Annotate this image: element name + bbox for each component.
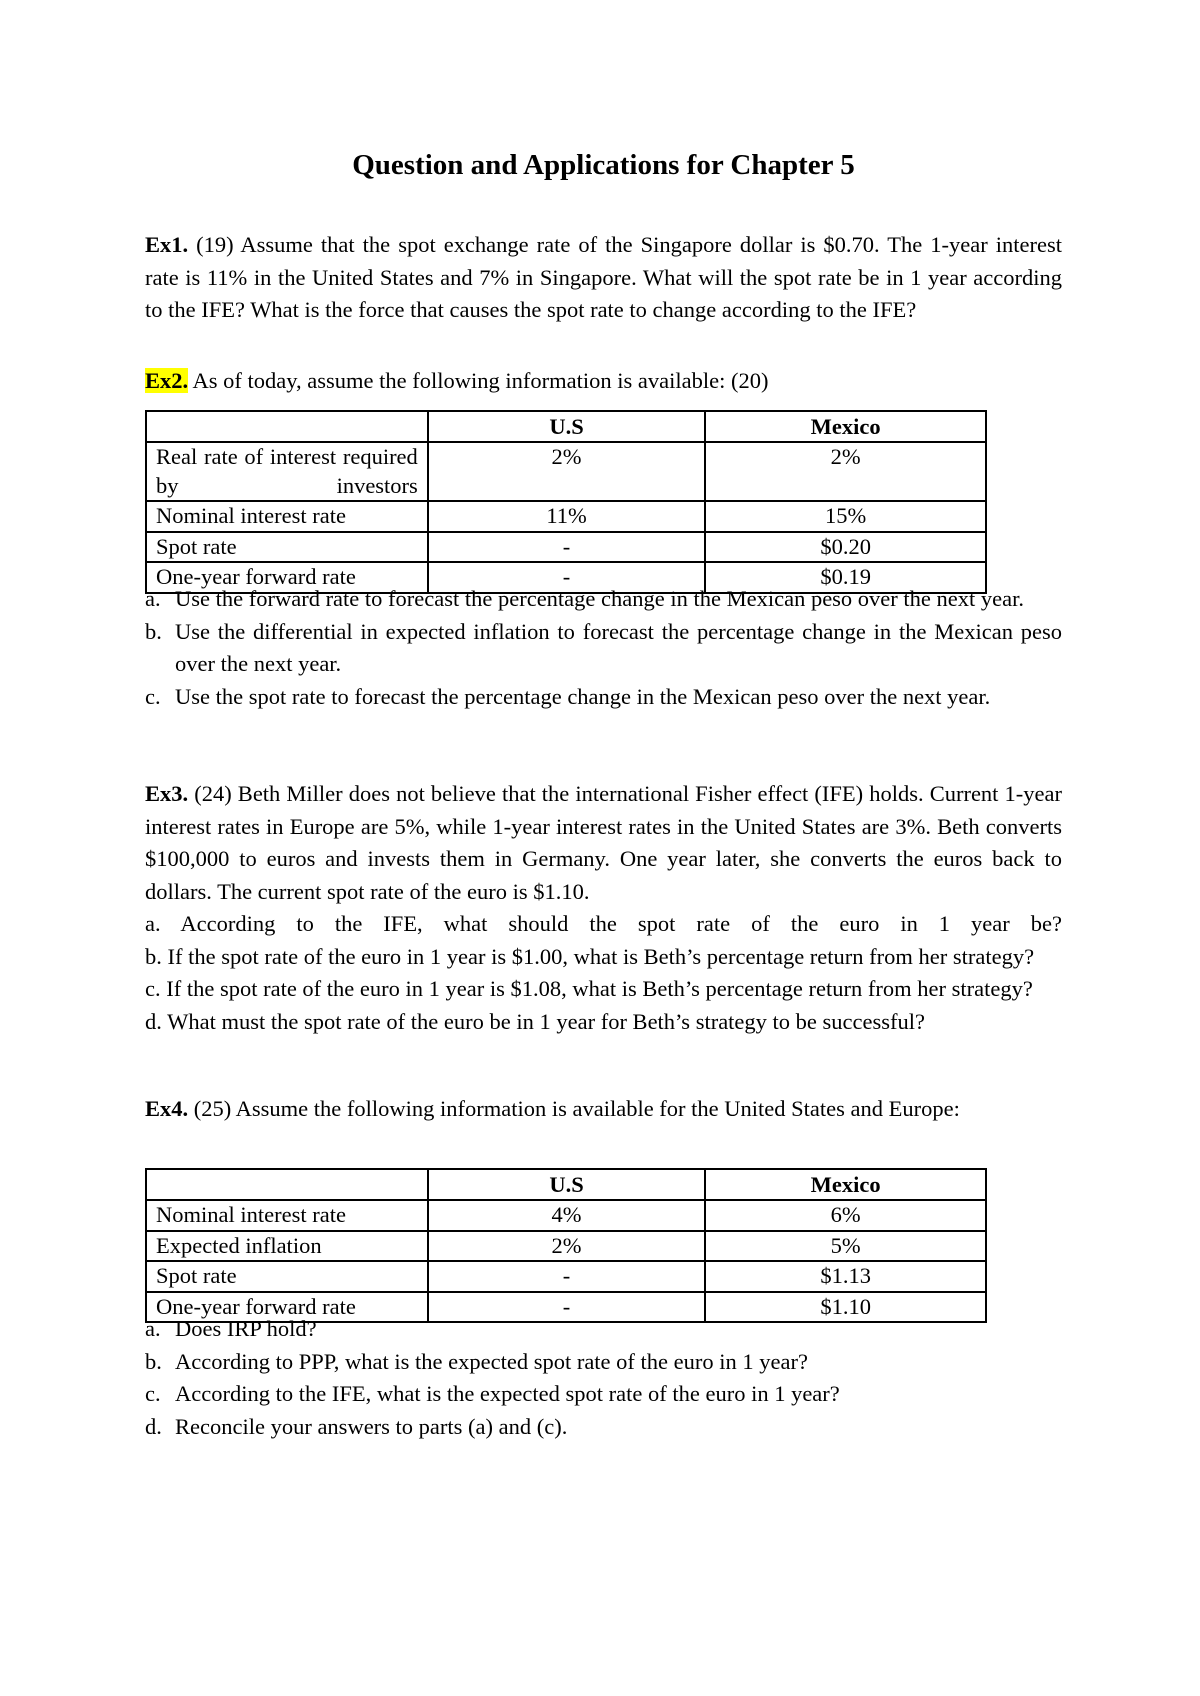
item-text: Reconcile your answers to parts (a) and (c). <box>175 1413 568 1439</box>
page-title: Question and Applications for Chapter 5 <box>352 149 855 181</box>
table-header-cell: U.S <box>428 411 705 442</box>
item-marker: c. <box>145 1381 161 1406</box>
list-item <box>145 681 1062 714</box>
us-value: 11% <box>428 501 705 532</box>
table-row <box>146 1200 986 1231</box>
table-row <box>146 532 986 563</box>
exercise-2 <box>145 365 1062 398</box>
mexico-value: $0.19 <box>705 562 986 593</box>
list-item <box>145 1313 1062 1346</box>
item-marker: d. <box>145 1413 162 1439</box>
item-text: Use the forward rate to forecast the percentage change in the Mexican peso over the next year. <box>175 586 1024 611</box>
list-item <box>145 1378 1062 1411</box>
exercise-3-label: Ex3. <box>145 781 189 806</box>
row-label: Spot rate <box>146 1261 428 1292</box>
row-label: One-year forward rate <box>146 1292 428 1323</box>
mexico-value: 2% <box>705 442 986 501</box>
row-label: One-year forward rate <box>146 562 428 593</box>
mexico-value: 5% <box>705 1231 986 1262</box>
exercise-2-table <box>145 410 987 594</box>
mexico-value: $1.13 <box>705 1261 986 1292</box>
table-row <box>146 501 986 532</box>
row-label: Nominal interest rate <box>146 501 428 532</box>
exercise-4-questions <box>145 1313 1062 1443</box>
exercise-3-item: b. If the spot rate of the euro in 1 year is $1.00, what is Beth’s percentage return from her strategy? <box>145 943 1035 969</box>
exercise-2-text: As of today, assume the following information is available: (20) <box>188 368 769 393</box>
table-row <box>146 1231 986 1262</box>
list-item <box>145 616 1062 681</box>
item-marker: b. <box>145 1348 162 1374</box>
item-marker: b. <box>145 618 162 644</box>
table-row <box>146 442 986 501</box>
exercise-3-item: d. What must the spot rate of the euro be in 1 year for Beth’s strategy to be successful? <box>145 1008 925 1034</box>
exercise-4-table <box>145 1168 987 1323</box>
table-header-row <box>146 1169 986 1200</box>
exercise-3 <box>145 778 1062 1038</box>
item-text: According to PPP, what is the expected spot rate of the euro in 1 year? <box>175 1348 808 1374</box>
exercise-4-table-wrap <box>72 1168 1062 1323</box>
us-value: - <box>428 1261 705 1292</box>
table-row <box>146 1261 986 1292</box>
row-label: Spot rate <box>146 532 428 563</box>
exercise-1 <box>145 229 1062 327</box>
mexico-value: $0.20 <box>705 532 986 563</box>
item-marker: a. <box>145 1316 161 1341</box>
exercise-3-item: a. According to the IFE, what should the spot rate of the euro in 1 year be? <box>145 911 1062 936</box>
table-header-cell: Mexico <box>705 1169 986 1200</box>
item-marker: a. <box>145 586 161 611</box>
table-header-row <box>146 411 986 442</box>
us-value: 2% <box>428 1231 705 1262</box>
table-header-cell <box>146 411 428 442</box>
exercise-2-table-wrap <box>72 410 1062 594</box>
list-item <box>145 583 1062 616</box>
exercise-1-label: Ex1. <box>145 232 189 257</box>
mexico-value: $1.10 <box>705 1292 986 1323</box>
us-value: - <box>428 1292 705 1323</box>
us-value: 4% <box>428 1200 705 1231</box>
table-header-cell: U.S <box>428 1169 705 1200</box>
row-label: Expected inflation <box>146 1231 428 1262</box>
table-header-cell: Mexico <box>705 411 986 442</box>
exercise-2-questions <box>145 583 1062 713</box>
exercise-4 <box>145 1093 1062 1126</box>
table-header-cell <box>146 1169 428 1200</box>
us-value: - <box>428 562 705 593</box>
us-value: - <box>428 532 705 563</box>
us-value: 2% <box>428 442 705 501</box>
exercise-4-label: Ex4. <box>145 1096 189 1121</box>
mexico-value: 15% <box>705 501 986 532</box>
item-text: Use the spot rate to forecast the percentage change in the Mexican peso over the next year. <box>175 683 991 709</box>
list-item <box>145 1411 1062 1444</box>
row-label: Nominal interest rate <box>146 1200 428 1231</box>
exercise-1-text: (19) Assume that the spot exchange rate of the Singapore dollar is $0.70. The 1-year interest rate is 11% in the United States and 7% in Singapore. What will the spot rate be in 1 year according to the IFE? What is the force that causes the spot rate to change according to the IFE? <box>145 232 1062 322</box>
row-label: Real rate of interest required by investors <box>146 442 428 501</box>
list-item <box>145 1346 1062 1379</box>
exercise-4-text: (25) Assume the following information is available for the United States and Europe: <box>188 1096 960 1121</box>
exercise-3-item: c. If the spot rate of the euro in 1 year is $1.08, what is Beth’s percentage return from her strategy? <box>145 976 1033 1001</box>
item-text: Does IRP hold? <box>175 1316 317 1341</box>
item-marker: c. <box>145 683 161 709</box>
exercise-3-text: (24) Beth Miller does not believe that the international Fisher effect (IFE) holds. Current 1-year interest rates in Europe are 5%, while 1-year interest rates in the United States are 3%. Beth converts $100,000 to euros and invests them in Germany. One year later, she converts the euros back to dollars. The current spot rate of the euro is $1.10. <box>145 781 1062 904</box>
item-text: Use the differential in expected inflation to forecast the percentage change in the Mexican peso over the next year. <box>175 618 1062 676</box>
exercise-2-label: Ex2. <box>145 368 189 393</box>
item-text: According to the IFE, what is the expected spot rate of the euro in 1 year? <box>175 1381 840 1406</box>
mexico-value: 6% <box>705 1200 986 1231</box>
